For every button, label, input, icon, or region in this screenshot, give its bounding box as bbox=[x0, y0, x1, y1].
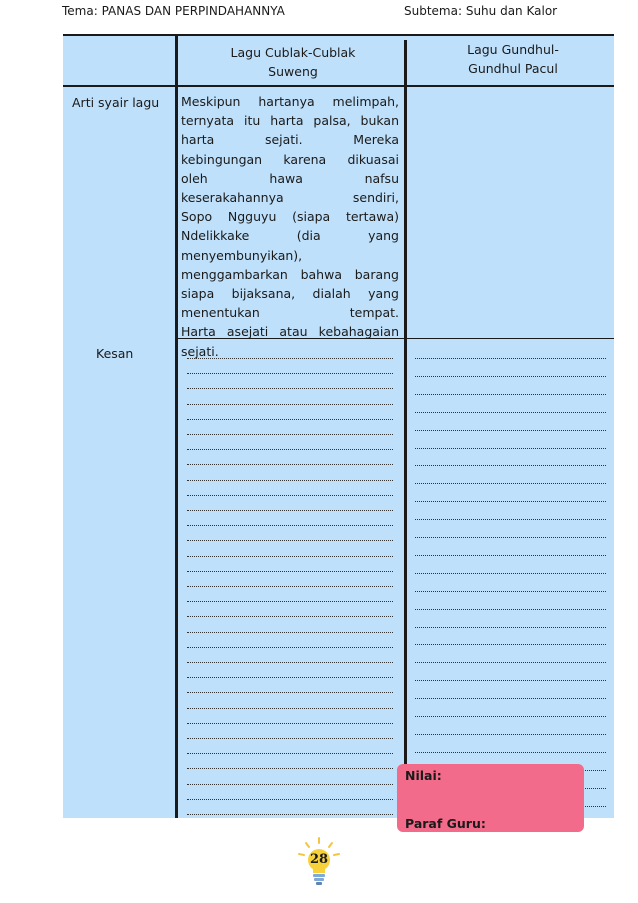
answer-line[interactable] bbox=[415, 644, 606, 645]
answer-line[interactable] bbox=[187, 571, 393, 572]
answer-line[interactable] bbox=[187, 768, 393, 769]
arti-cublak-text bbox=[181, 92, 399, 361]
grade-box bbox=[397, 764, 584, 832]
answer-line[interactable] bbox=[187, 632, 393, 633]
answer-line[interactable] bbox=[187, 388, 393, 389]
paraf-guru-label: Paraf Guru: bbox=[405, 816, 486, 831]
answer-line[interactable] bbox=[415, 609, 606, 610]
subtema-header: Subtema: Suhu dan Kalor bbox=[404, 4, 558, 18]
answer-line[interactable] bbox=[187, 692, 393, 693]
answer-line[interactable] bbox=[187, 434, 393, 435]
nilai-label: Nilai: bbox=[405, 768, 442, 783]
arti-text-line: oleh hawa nafsu bbox=[181, 170, 399, 186]
table-top-border bbox=[63, 34, 614, 36]
answer-line[interactable] bbox=[415, 752, 606, 753]
answer-line[interactable] bbox=[415, 376, 606, 377]
answer-line[interactable] bbox=[187, 556, 393, 557]
arti-text-line: Sopo Ngguyu (siapa tertawa) bbox=[181, 209, 399, 225]
answer-line[interactable] bbox=[187, 495, 393, 496]
column-divider-2 bbox=[404, 40, 407, 818]
answer-line[interactable] bbox=[415, 430, 606, 431]
answer-line[interactable] bbox=[187, 586, 393, 587]
answer-line[interactable] bbox=[187, 404, 393, 405]
answer-line[interactable] bbox=[415, 662, 606, 663]
answer-line[interactable] bbox=[187, 601, 393, 602]
arti-text-line: harta sejati. Mereka bbox=[181, 132, 399, 148]
arti-text-line: menggambarkan bahwa barang bbox=[181, 266, 399, 282]
page-number: 28 bbox=[309, 852, 329, 867]
answer-line[interactable] bbox=[415, 537, 606, 538]
answer-line[interactable] bbox=[415, 448, 606, 449]
col-header-cublak: Lagu Cublak-Cublak Suweng bbox=[230, 45, 356, 79]
arti-text-line: siapa bijaksana, dialah yang bbox=[181, 286, 399, 302]
answer-line[interactable] bbox=[415, 519, 606, 520]
column-divider-1 bbox=[175, 34, 178, 818]
answer-line[interactable] bbox=[415, 412, 606, 413]
page-number-badge bbox=[297, 836, 341, 888]
answer-line[interactable] bbox=[187, 738, 393, 739]
answer-line[interactable] bbox=[187, 373, 393, 374]
arti-text-line: menentukan tempat. bbox=[181, 305, 399, 321]
kesan-cublak-answer-lines[interactable] bbox=[187, 346, 393, 816]
kesan-gundhul-answer-lines[interactable] bbox=[415, 346, 606, 816]
answer-line[interactable] bbox=[187, 464, 393, 465]
answer-line[interactable] bbox=[187, 708, 393, 709]
answer-line[interactable] bbox=[415, 483, 606, 484]
tema-header: Tema: PANAS DAN PERPINDAHANNYA bbox=[62, 4, 285, 18]
answer-line[interactable] bbox=[415, 501, 606, 502]
answer-line[interactable] bbox=[415, 555, 606, 556]
answer-line[interactable] bbox=[187, 358, 393, 359]
arti-text-line: sejati. bbox=[181, 343, 219, 359]
answer-line[interactable] bbox=[187, 677, 393, 678]
answer-line[interactable] bbox=[415, 465, 606, 466]
answer-line[interactable] bbox=[187, 480, 393, 481]
answer-line[interactable] bbox=[415, 698, 606, 699]
arti-text-line: Meskipun hartanya melimpah, bbox=[181, 94, 399, 109]
row-label-kesan: Kesan bbox=[96, 346, 134, 361]
answer-line[interactable] bbox=[415, 358, 606, 359]
answer-line[interactable] bbox=[415, 716, 606, 717]
answer-line[interactable] bbox=[415, 591, 606, 592]
answer-line[interactable] bbox=[187, 616, 393, 617]
arti-text-line: ternyata itu harta palsa, bukan bbox=[181, 113, 399, 129]
arti-text-line: Ndelikkake (dia yang bbox=[181, 228, 399, 244]
answer-line[interactable] bbox=[187, 723, 393, 724]
arti-text-line: Harta asejati atau kebahagaian bbox=[181, 324, 399, 340]
answer-line[interactable] bbox=[187, 449, 393, 450]
answer-line[interactable] bbox=[415, 734, 606, 735]
answer-line[interactable] bbox=[187, 784, 393, 785]
answer-line[interactable] bbox=[415, 680, 606, 681]
answer-line[interactable] bbox=[415, 394, 606, 395]
answer-line[interactable] bbox=[187, 753, 393, 754]
answer-line[interactable] bbox=[187, 540, 393, 541]
answer-line[interactable] bbox=[187, 525, 393, 526]
answer-line[interactable] bbox=[187, 814, 393, 815]
arti-text-line: kebingungan karena dikuasai bbox=[181, 151, 399, 167]
answer-line[interactable] bbox=[187, 510, 393, 511]
col-header-gundhul: Lagu Gundhul-Gundhul Pacul bbox=[467, 42, 559, 76]
row-label-arti: Arti syair lagu bbox=[72, 95, 160, 110]
answer-line[interactable] bbox=[187, 662, 393, 663]
answer-line[interactable] bbox=[415, 627, 606, 628]
answer-line[interactable] bbox=[187, 647, 393, 648]
worksheet-table bbox=[63, 34, 614, 818]
answer-line[interactable] bbox=[187, 419, 393, 420]
answer-line[interactable] bbox=[187, 799, 393, 800]
header-divider bbox=[63, 85, 614, 87]
arti-text-line: menyembunyikan), bbox=[181, 247, 303, 263]
answer-line[interactable] bbox=[415, 573, 606, 574]
arti-text-line: keserakahannya sendiri, bbox=[181, 190, 399, 206]
